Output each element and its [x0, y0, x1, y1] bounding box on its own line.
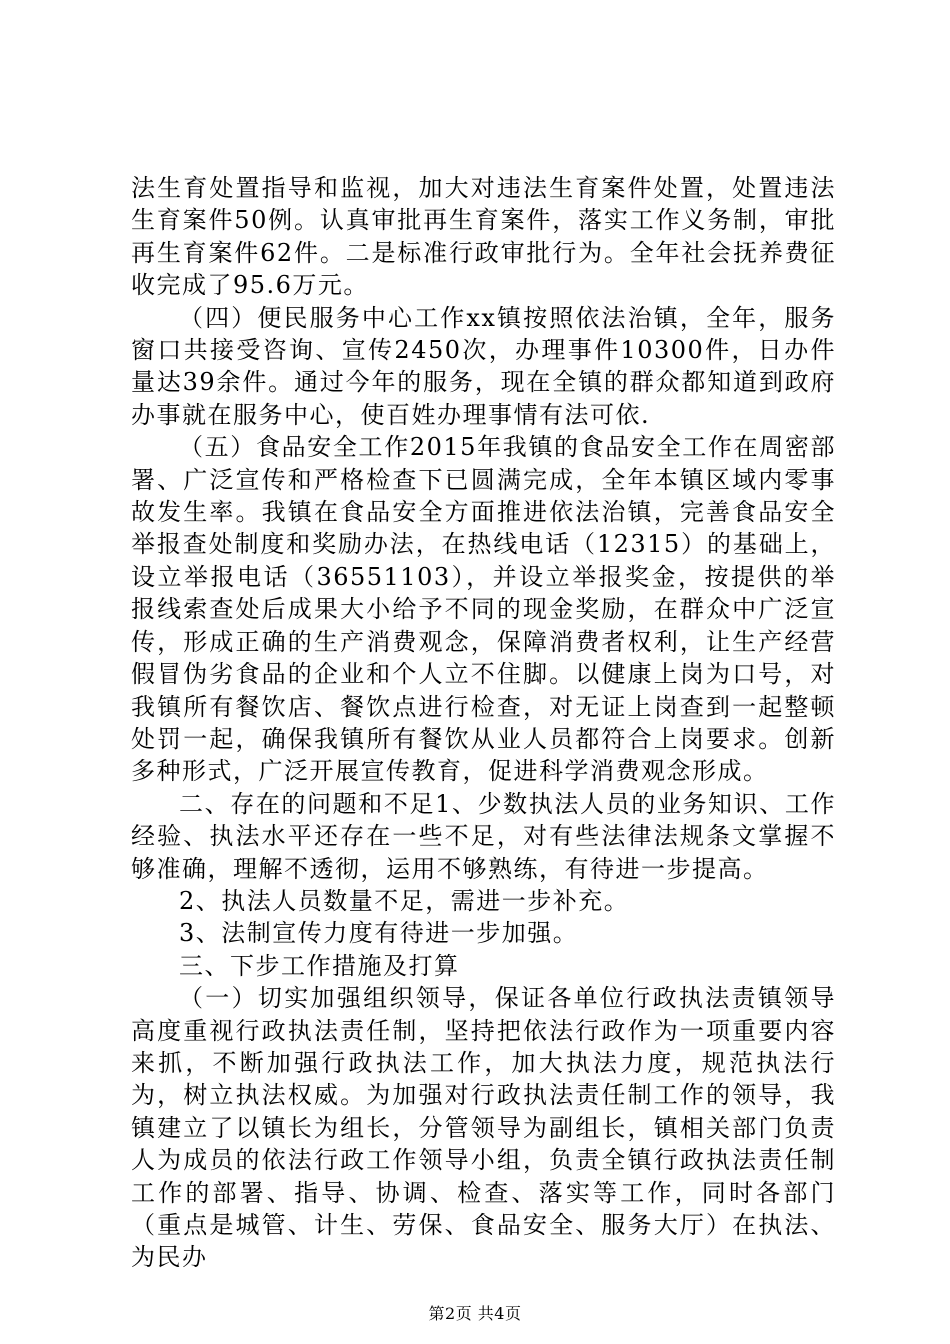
document-body	[131, 172, 836, 1274]
paragraph-problem-2: 2、执法人员数量不足，需进一步补充。	[179, 886, 630, 915]
page-footer: 第2页 共4页	[428, 1304, 522, 1323]
paragraph-problem-3: 3、法制宣传力度有待进一步加强。	[179, 919, 579, 948]
section-heading-next-steps: 三、下步工作措施及打算	[179, 951, 460, 980]
paragraph-problems-heading: 二、存在的问题和不足1、少数执法人员的业务知识、工作经验、执法水平还存在一些不足，对有些法律法规条文掌握不够准确，理解不透彻，运用不够熟练，有待进一步提高。	[131, 789, 836, 883]
paragraph-family-planning-continued: 法生育处置指导和监视，加大对违法生育案件处置，处置违法生育案件50例。认真审批再生育案件，落实工作义务制，审批再生育案件62件。二是标准行政审批行为。全年社会抚养费征收完成了95.6万元。	[131, 174, 836, 300]
paragraph-organization-leadership: （一）切实加强组织领导，保证各单位行政执法责镇领导高度重视行政执法责任制，坚持把依法行政作为一项重要内容来抓，不断加强行政执法工作，加大执法力度，规范执法行为，树立执法权威。为加强对行政执法责任制工作的领导，我镇建立了以镇长为组长，分管领导为副组长，镇相关部门负责人为成员的依法行政工作领导小组，负责全镇行政执法责任制工作的部署、指导、协调、检查、落实等工作，同时各部门（重点是城管、计生、劳保、食品安全、服务大厅）在执法、为民办	[131, 984, 836, 1272]
paragraph-service-center: （四）便民服务中心工作xx镇按照依法治镇，全年，服务窗口共接受咨询、宣传2450次，办理事件10300件，日办件量达39余件。通过今年的服务，现在全镇的群众都知道到政府办事就在服务中心，使百姓办理事情有法可依.	[131, 303, 836, 429]
paragraph-food-safety: （五）食品安全工作2015年我镇的食品安全工作在周密部署、广泛宣传和严格检查下已圆满完成，全年本镇区域内零事故发生率。我镇在食品安全方面推进依法治镇，完善食品安全举报查处制度和奖励办法，在热线电话（12315）的基础上，设立举报电话（36551103），并设立举报奖金，按提供的举报线索查处后成果大小给予不同的现金奖励，在群众中广泛宣传，形成正确的生产消费观念，保障消费者权利，让生产经营假冒伪劣食品的企业和个人立不住脚。以健康上岗为口号，对我镇所有餐饮店、餐饮点进行检查，对无证上岗查到一起整顿处罚一起，确保我镇所有餐饮从业人员都符合上岗要求。创新多种形式，广泛开展宣传教育，促进科学消费观念形成。	[131, 433, 836, 786]
